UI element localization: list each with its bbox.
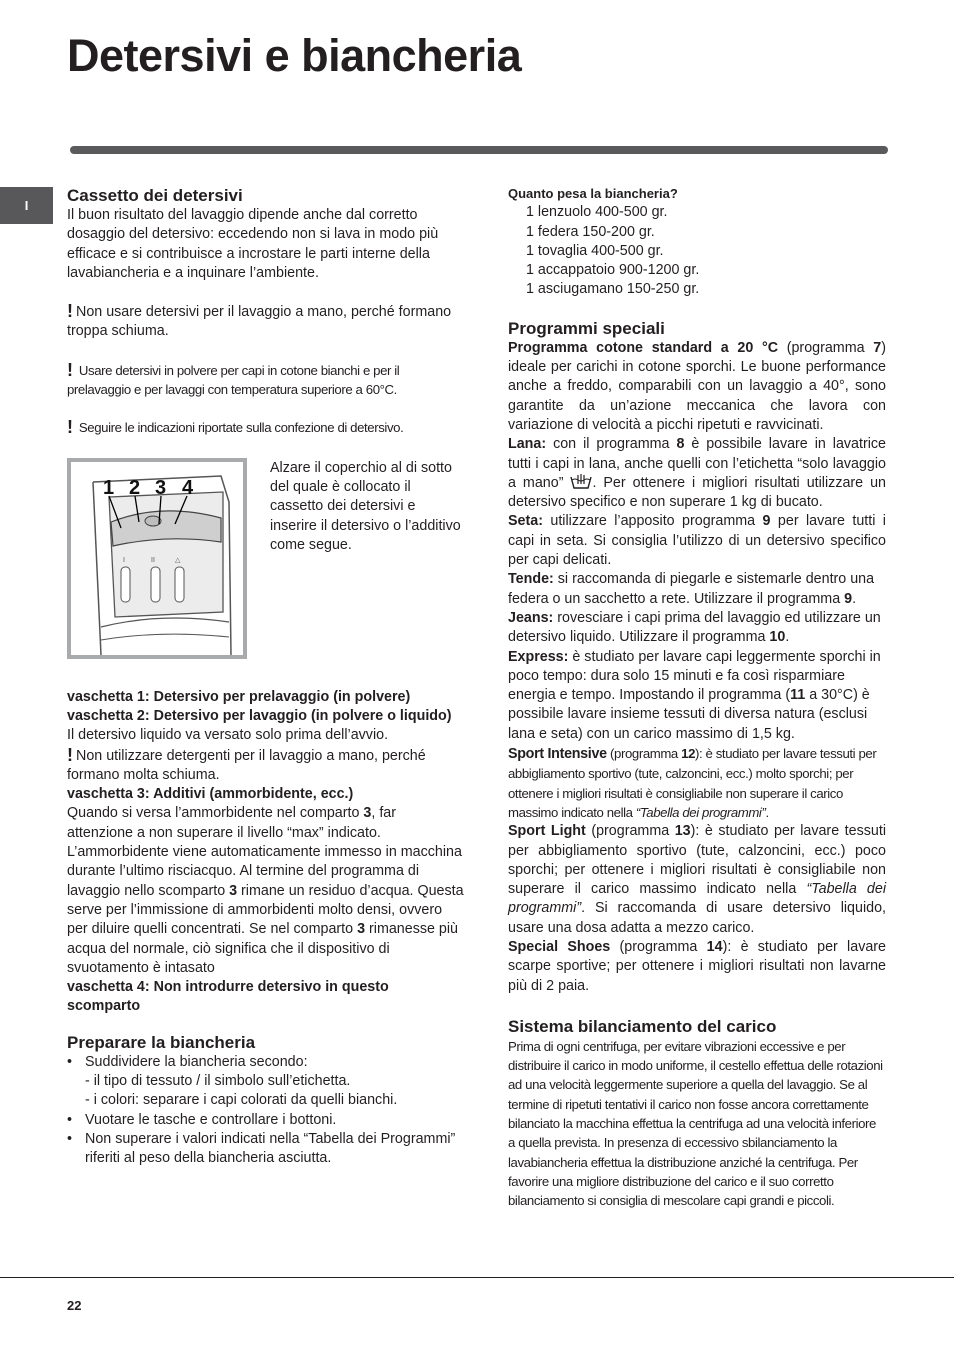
compartment-symbol-2: II [151,556,155,564]
compartment-label-3: 3 [155,476,167,499]
warning-icon: ! [67,359,73,380]
weights-list [508,203,886,299]
weight-item: 1 asciugamano 150-250 gr. [526,281,700,298]
detergent-drawer-drawing [71,462,243,655]
warning-icon: ! [67,417,73,438]
warning-1: ! Non usare detersivi per il lavaggio a mano, perché formano troppa schiuma. [67,301,452,340]
compartment-symbol-3: △ [175,556,181,564]
jeans-paragraph: Jeans: rovesciare i capi prima del lavaggio ed utilizzare un detersivo liquido. Utilizzare il programma 10. [508,609,881,646]
compartment-2-text: Il detersivo liquido va versato solo prima dell’avvio. [67,727,389,744]
warning-3: ! Seguire le indicazioni riportate sulla confezione di detersivo. [67,417,404,438]
list-subitem: - i colori: separare i capi colorati da quelli bianchi. [85,1092,398,1109]
compartment-4-label: vaschetta 4: Non introdurre detersivo in questo scomparto [67,979,389,1015]
title-divider [70,146,888,154]
page-number: 22 [67,1298,82,1313]
warning-icon: ! [67,744,73,765]
list-item: • Suddividere la biancheria secondo: [67,1053,465,1072]
weights-heading: Quanto pesa la biancheria? [508,186,678,201]
left-column [67,185,465,1169]
compartment-label-2: 2 [129,476,141,499]
page-title: Detersivi e biancheria [67,30,522,81]
hand-wash-icon [570,474,592,490]
compartment-label-1: 1 [103,476,115,499]
warning-2: ! Usare detersivi in polvere per capi in cotone bianchi e per il prelavaggio e per lavaggi con temperatura superiore a 60°C. [67,359,400,398]
compartment-symbol-1: I [123,556,125,564]
cassetto-heading: Cassetto dei detersivi [67,186,243,205]
dispenser-figure-row [67,458,465,668]
compartment-3-label: vaschetta 3: Additivi (ammorbidente, ecc.) [67,786,354,803]
lana-paragraph: Lana: con il programma 8 è possibile lavare in lavatrice tutti i capi in lana, anche quelli con l’etichetta “solo lavaggio a mano” . Per ottenere i migliori risultati utilizzare un detersivo specifico e non superare 1 kg di bucato. [508,436,887,511]
compartment-2-warning: ! Non utilizzare detergenti per il lavaggio a mano, perché formano molta schiuma. [67,744,426,783]
seta-paragraph: Seta: utilizzare l’apposito programma 9 per lavare tutti i capi in seta. Si consiglia l’utilizzo di un detersivo specifico per capi delicati. [508,513,886,569]
preparare-heading: Preparare la biancheria [67,1032,256,1052]
compartment-3-text: Quando si versa l’ammorbidente nel comparto 3, far attenzione a non superare il livello “max” indicato. [67,805,397,841]
compartment-label-4: 4 [182,476,194,499]
list-subitem: - il tipo di tessuto / il simbolo sull’etichetta. [85,1073,351,1090]
weight-item: 1 federa 150-200 gr. [526,223,655,240]
language-tab: I [0,187,53,224]
weight-item: 1 tovaglia 400-500 gr. [526,242,664,259]
sport-intensive-paragraph: Sport Intensive (programma 12): è studiato per lavare tessuti per abbigliamento sportivo (tute, calzoncini, ecc.) molto sporchi; per ottenere i migliori risultati è consigliabile non superare il carico massimo indicato nella “Tabella dei programmi”. [508,746,877,820]
compartment-3-text-2: L’ammorbidente viene automaticamente immesso in macchina durante l’ultimo risciacquo. Al termine del programma di lavaggio nello scomparto 3 rimane un residuo d’acqua. Questa serve per l’immissione di ammorbidenti molto densi, ovvero per diluire quelli concentrati. Se nel comparto 3 rimanesse più acqua del normale, ciò significa che il dispositivo di svuotamento è intasato [67,844,464,976]
cotone-paragraph: Programma cotone standard a 20 °C (programma 7) ideale per carichi in cotone sporchi. Le buone performance anche a freddo, comparabili con un lavaggio a 40°, sono garantite da un’azione meccanica che lavora con variazione di velocità a picchi ripetuti e ravvicinati. [508,339,886,433]
sistema-paragraph: Prima di ogni centrifuga, per evitare vibrazioni eccessive e per distribuire il carico in modo uniforme, il cestello effettua delle rotazioni ad una velocità leggermente superiore a quella del lavaggio. Se al termine di ripetuti tentativi il carico non fosse ancora correttamente bilanciato la macchina effettua la centrifuga ad una velocità inferiore a quella prevista. In presenza di eccessivo sbilanciamento la lavabiancheria effettua la distribuzione anziché la centrifuga. Per favorire una migliore distribuzione del carico e il suo corretto bilanciamento si consiglia di mescolare capi grandi e piccoli. [508,1038,883,1209]
weight-item: 1 accappatoio 900-1200 gr. [526,262,700,279]
footer-divider [0,1277,954,1278]
cassetto-body: Il buon risultato del lavaggio dipende anche dal corretto dosaggio del detersivo: eccedendo non si lava in modo più efficace e si contribuisce a incrostare le parti interne della lavabiancheria e a inquinare l’ambiente. [67,207,439,281]
weight-item: 1 lenzuolo 400-500 gr. [526,204,668,221]
detergent-drawer-illustration [67,458,247,659]
list-item: • Vuotare le tasche e controllare i bottoni. [67,1111,465,1130]
warning-icon: ! [67,301,73,322]
tende-paragraph: Tende: si raccomanda di piegarle e sistemarle dentro una federa o un sacchetto a rete. Utilizzare il programma 9. [508,571,875,607]
compartment-1-label: vaschetta 1: Detersivo per prelavaggio (in polvere) [67,688,411,705]
figure-caption: Alzare il coperchio al di sotto del quale è collocato il cassetto dei detersivi e inserire il detersivo o l’additivo come segue. [270,459,461,553]
sport-light-paragraph: Sport Light (programma 13): è studiato per lavare tessuti per abbigliamento sportivo (tute, calzoncini, ecc.) poco sporchi; per ottenere i migliori risultati è consigliabile non superare il carico massimo indicato nella “Tabella dei programmi”. Si raccomanda di usare detersivo liquido, usare una dosa adatta a mezzo carico. [508,823,886,936]
express-paragraph: Express: è studiato per lavare capi leggermente sporchi in poco tempo: dura solo 15 minuti e fa così risparmiare energia e tempo. Impostando il programma (11 a 30°C) è possibile lavare insieme tessuti di diversa natura (esclusi lana e seta) con un carico massimo di 1,5 kg. [508,648,881,742]
right-column [508,184,886,1211]
speciali-heading: Programmi speciali [508,318,665,338]
special-shoes-paragraph: Special Shoes (programma 14): è studiato per lavare scarpe sportive; per ottenere i migliori risultati non lavarne più di 2 paia. [508,938,886,994]
compartment-2-label: vaschetta 2: Detersivo per lavaggio (in polvere o liquido) [67,707,452,724]
list-item: • Non superare i valori indicati nella “Tabella dei Programmi” riferiti al peso della biancheria asciutta. [67,1130,465,1169]
sistema-heading: Sistema bilanciamento del carico [508,1016,777,1036]
